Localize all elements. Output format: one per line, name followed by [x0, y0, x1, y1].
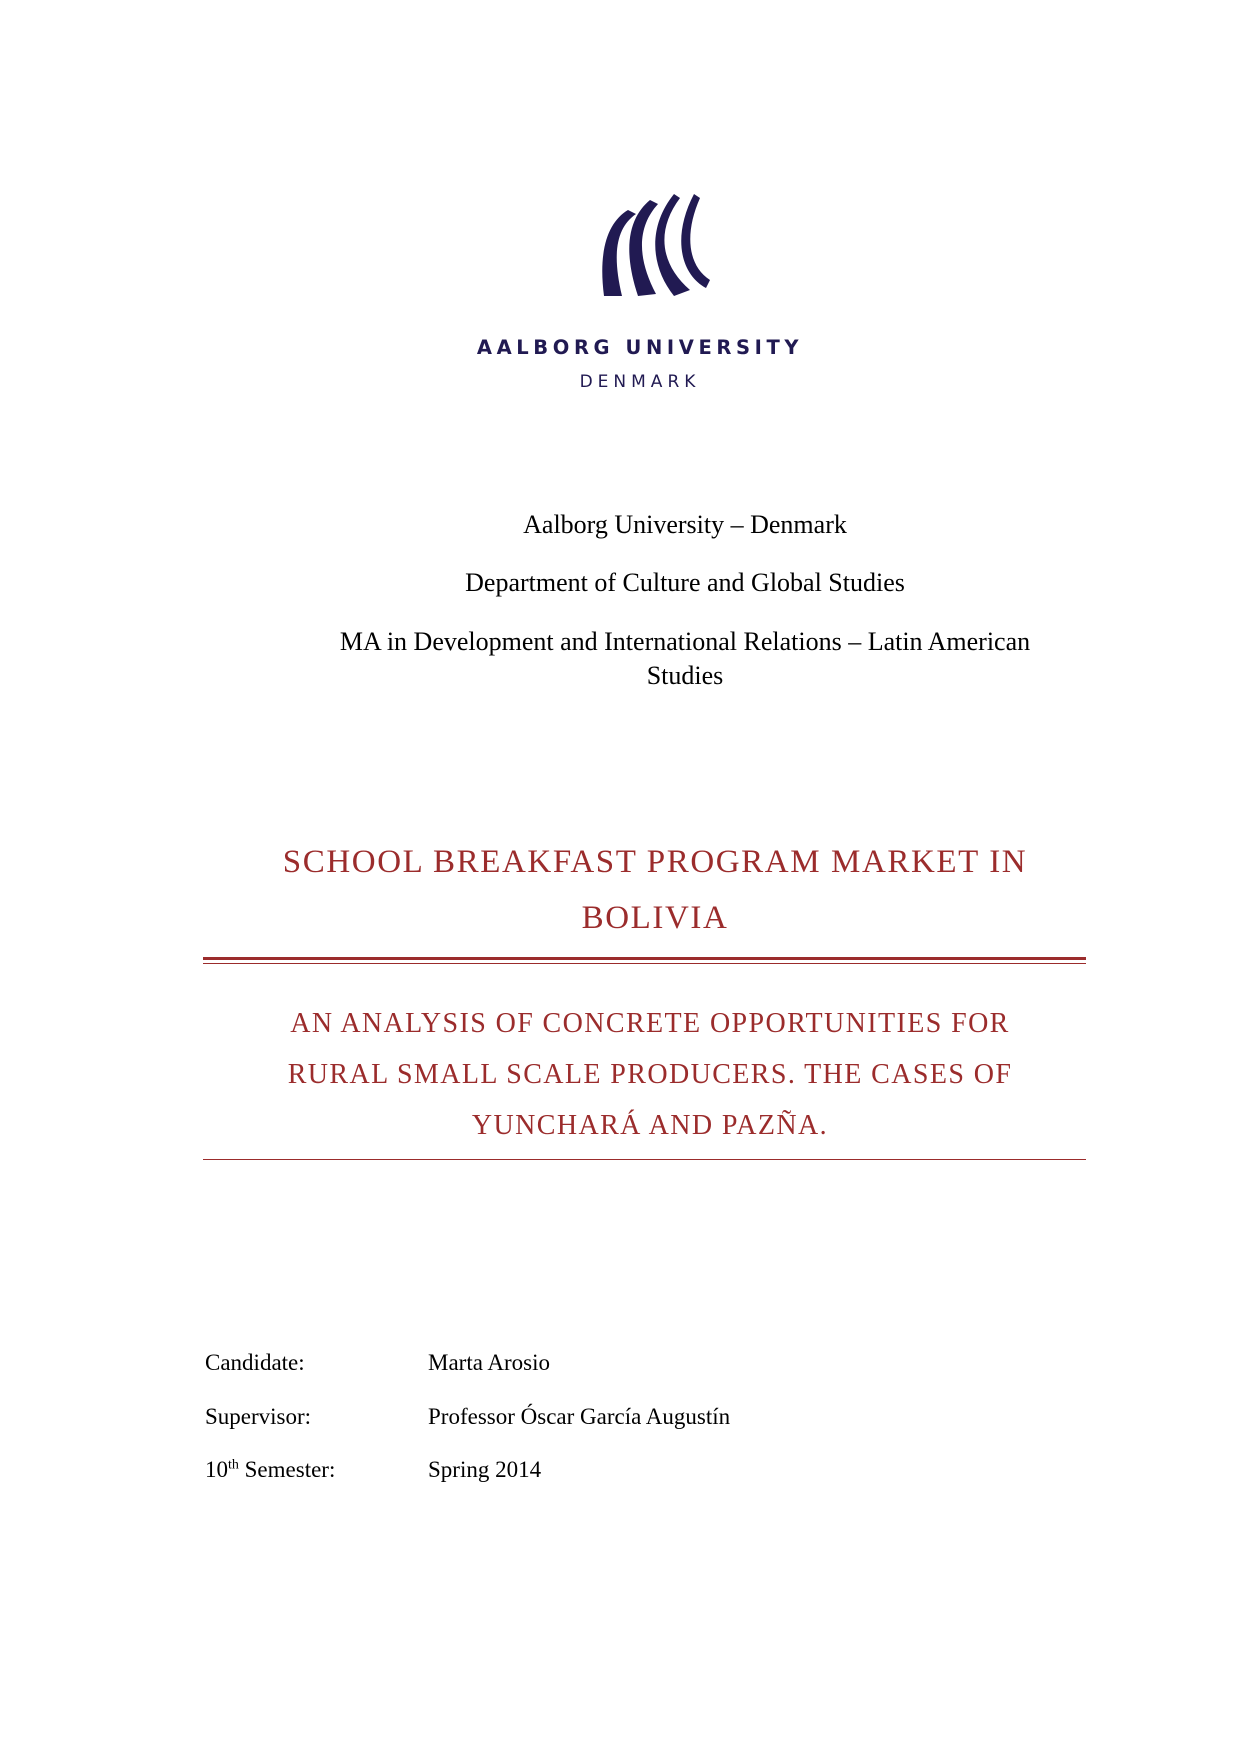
semester-label [205, 1457, 335, 1483]
semester-label-text: Semester: [238, 1457, 336, 1482]
university-line: Aalborg University – Denmark [523, 510, 847, 539]
supervisor-value: Professor Óscar García Augustín [428, 1404, 731, 1429]
subtitle-rule [203, 1159, 1086, 1160]
thesis-subtitle-line-2: RURAL SMALL SCALE PRODUCERS. THE CASES OF [287, 1059, 1013, 1090]
title-rule-thin [203, 963, 1086, 964]
candidate-value: Marta Arosio [428, 1350, 551, 1375]
logo-university-name: AALBORG UNIVERSITY [476, 336, 804, 359]
thesis-title-line-2: BOLIVIA [581, 900, 729, 936]
thesis-title-line-1: SCHOOL BREAKFAST PROGRAM MARKET IN [282, 844, 1028, 880]
thesis-subtitle-line-3: YUNCHARÁ AND PAZÑA. [471, 1110, 829, 1141]
aalborg-university-logo-icon [598, 192, 710, 304]
semester-number: 10 [205, 1457, 228, 1482]
semester-ordinal-suffix: th [228, 1457, 239, 1473]
title-rule-thick [203, 957, 1086, 960]
semester-value: Spring 2014 [428, 1457, 542, 1482]
supervisor-label: Supervisor: [205, 1404, 312, 1429]
programme-line-1: MA in Development and International Relations – Latin American [339, 627, 1031, 656]
thesis-subtitle-line-1: AN ANALYSIS OF CONCRETE OPPORTUNITIES FOR [290, 1008, 1010, 1039]
logo-country: DENMARK [579, 372, 701, 392]
programme-line-2: Studies [646, 661, 724, 690]
candidate-label: Candidate: [205, 1350, 305, 1375]
department-line: Department of Culture and Global Studies [465, 568, 905, 597]
